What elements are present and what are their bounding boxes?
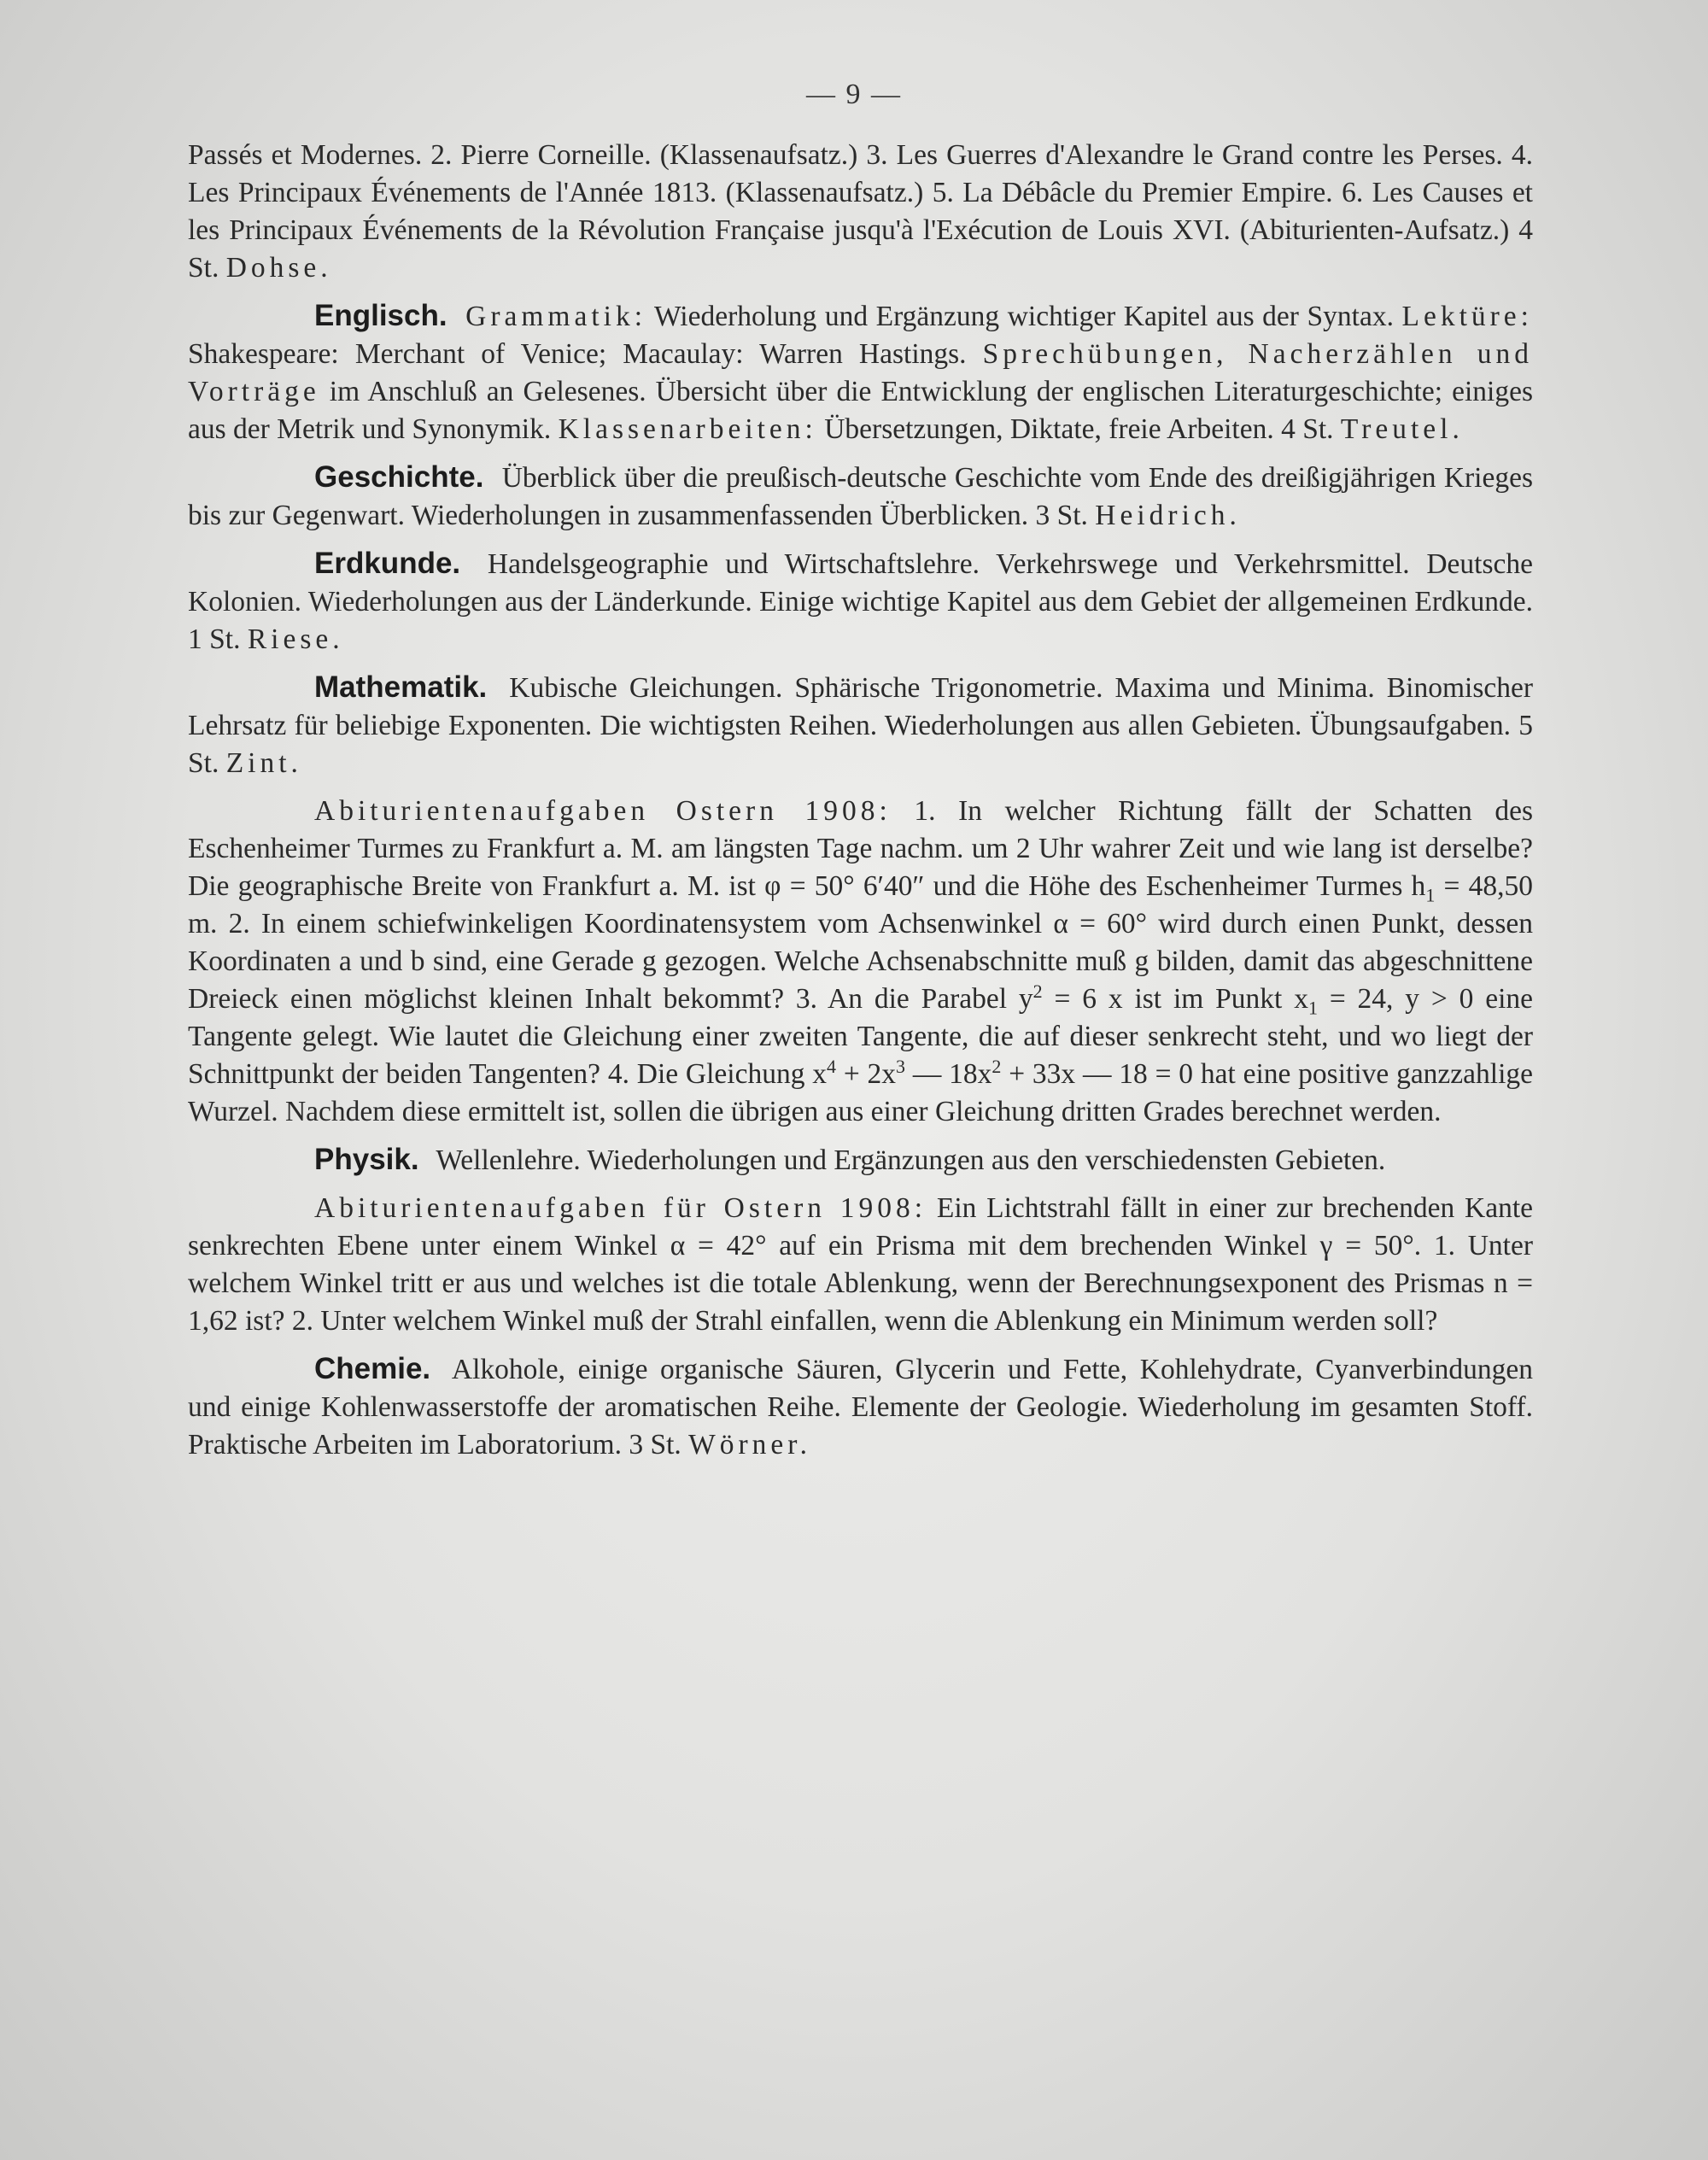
englisch-lektuere-label: Lektüre: — [1401, 301, 1533, 332]
englisch-klassenarbeiten-label: Klassenarbeiten: — [558, 413, 817, 445]
french-continuation — [188, 137, 1533, 287]
englisch-heading: Englisch. — [314, 299, 447, 332]
mathematik-abitur-part-4: = 24, y > 0 eine Tangente gelegt. Wie lautet die Gleichung einer zweiten Tangente, die auf dieser senkrecht steht, und wo liegt der Schnittpunkt der beiden Tangenten? 4. Die Gleichung x — [188, 983, 1534, 1090]
englisch-klassenarbeiten-text: Übersetzungen, Diktate, freie Arbeiten. 4 St. — [824, 413, 1334, 445]
section-physik — [188, 1141, 1533, 1180]
mathematik-abitur-part-6: — 18x — [912, 1058, 992, 1090]
mathematik-abitur-sup-2: 2 — [1032, 980, 1043, 1002]
physik-abitur-label: Abiturientenaufgaben für Ostern 1908: — [314, 1192, 927, 1224]
erdkunde-teacher: Riese. — [247, 623, 344, 655]
section-geschichte — [188, 459, 1533, 535]
physik-abitur — [188, 1190, 1533, 1340]
geschichte-teacher: Heidrich. — [1095, 500, 1241, 531]
french-teacher: Dohse. — [225, 252, 332, 284]
mathematik-abitur-sub-1: 1 — [1425, 884, 1436, 906]
englisch-grammatik-label: Grammatik: — [465, 301, 647, 332]
mathematik-abitur-part-5: + 2x — [843, 1058, 897, 1090]
mathematik-abitur-part-7: + 33x — 18 = 0 hat eine positive ganzzahlige Wurzel. Nachdem diese ermittelt ist, sollen die übrigen aus einer Gleichung dritten Grades berechnet werden. — [188, 1058, 1534, 1127]
mathematik-teacher: Zint. — [225, 747, 302, 779]
englisch-teacher: Treutel. — [1340, 413, 1464, 445]
mathematik-abitur-sup-5: 3 — [896, 1055, 906, 1077]
englisch-sprechuebungen-text: im Anschluß an Gelesenes. Übersicht über die Entwicklung der englischen Literaturgeschichte; einiges aus der Metrik und Synonymik. — [188, 376, 1533, 445]
french-continuation-text: Passés et Modernes. 2. Pierre Corneille. (Klassenaufsatz.) 3. Les Guerres d'Alexandre le Grand contre les Perses. 4. Les Principaux Événements de l'Année 1813. (Klassenaufsatz.) 5. La Débâcle du Premier Empire. 6. Les Causes et les Principaux Événements de la Révolution Française jusqu'à l'Exécution de Louis XVI. (Abiturienten-Aufsatz.) 4 St. — [188, 139, 1533, 284]
physik-abitur-text: Ein Lichtstrahl fällt in einer zur brechenden Kante senkrechten Ebene unter einem Winkel α = 42° auf ein Prisma mit dem brechenden Winkel γ = 50°. 1. Unter welchem Winkel tritt er aus und welches ist die totale Ablenkung, wenn der Berechnungsexponent des Prismas n = 1,62 ist? 2. Unter welchem Winkel muß der Strahl einfallen, wenn die Ablenkung ein Minimum werden soll? — [188, 1192, 1534, 1337]
mathematik-heading: Mathematik. — [314, 670, 488, 704]
mathematik-abitur-part-3: = 6 x ist im Punkt x — [1054, 983, 1308, 1015]
physik-heading: Physik. — [314, 1143, 419, 1176]
section-erdkunde — [188, 545, 1533, 659]
page-number: — 9 — — [806, 79, 902, 110]
erdkunde-heading: Erdkunde. — [314, 547, 461, 580]
mathematik-abitur-sup-4: 4 — [827, 1055, 837, 1077]
chemie-teacher: Wörner. — [688, 1429, 811, 1460]
chemie-heading: Chemie. — [314, 1352, 431, 1385]
mathematik-abitur-part-2: = 48,50 m. 2. In einem schiefwinkeligen Koordinatensystem vom Achsenwinkel α = 60° wird durch einen Punkt, dessen Koordinaten a und b sind, eine Gerade g gezogen. Welche Achsenabschnitte muß g bilden, damit das abgeschnittene Dreieck einen möglichst kleinen Inhalt bekommt? 3. An die Parabel y — [188, 870, 1534, 1015]
mathematik-text: Kubische Gleichungen. Sphärische Trigonometrie. Maxima und Minima. Binomischer Lehrsatz für beliebige Exponenten. Die wichtigsten Reihen. Wiederholungen aus allen Gebieten. Übungsaufgaben. 5 St. — [188, 672, 1533, 779]
englisch-sprechuebungen-label: Sprechübungen, Nacherzählen und Vorträge — [188, 338, 1534, 407]
erdkunde-text: Handelsgeographie und Wirtschaftslehre. Verkehrswege und Verkehrsmittel. Deutsche Kolonien. Wiederholungen aus der Länderkunde. Einige wichtige Kapitel aus dem Gebiet der allgemeinen Erdkunde. 1 St. — [188, 548, 1534, 655]
englisch-lektuere-text: Shakespeare: Merchant of Venice; Macaulay: Warren Hastings. — [188, 338, 967, 370]
document-body — [188, 137, 1533, 1464]
geschichte-heading: Geschichte. — [314, 460, 484, 494]
mathematik-abitur — [188, 793, 1533, 1131]
chemie-text: Alkohole, einige organische Säuren, Glycerin und Fette, Kohlehydrate, Cyanverbindungen und einige Kohlenwasserstoffe der aromatischen Reihe. Elemente der Geologie. Wiederholung im gesamten Stoff. Praktische Arbeiten im Laboratorium. 3 St. — [188, 1354, 1533, 1460]
mathematik-abitur-label: Abiturientenaufgaben Ostern 1908: — [314, 795, 892, 827]
mathematik-abitur-sub-3: 1 — [1307, 997, 1318, 1019]
mathematik-abitur-part-1: 1. In welcher Richtung fällt der Schatten des Eschenheimer Turmes zu Frankfurt a. M. am längsten Tage nachm. um 2 Uhr wahrer Zeit und wie lang ist derselbe? Die geographische Breite von Frankfurt a. M. ist φ = 50° 6′40″ und die Höhe des Eschenheimer Turmes h — [188, 795, 1534, 902]
section-englisch — [188, 297, 1533, 448]
mathematik-abitur-sup-6: 2 — [991, 1055, 1002, 1077]
englisch-grammatik-text: Wiederholung und Ergänzung wichtiger Kapitel aus der Syntax. — [654, 301, 1394, 332]
geschichte-text: Überblick über die preußisch-deutsche Geschichte vom Ende des dreißigjährigen Krieges bis zur Gegenwart. Wiederholungen in zusammenfassenden Überblicken. 3 St. — [188, 462, 1533, 531]
section-chemie — [188, 1350, 1533, 1464]
section-mathematik — [188, 669, 1533, 782]
physik-text: Wellenlehre. Wiederholungen und Ergänzungen aus den verschiedensten Gebieten. — [436, 1144, 1386, 1176]
